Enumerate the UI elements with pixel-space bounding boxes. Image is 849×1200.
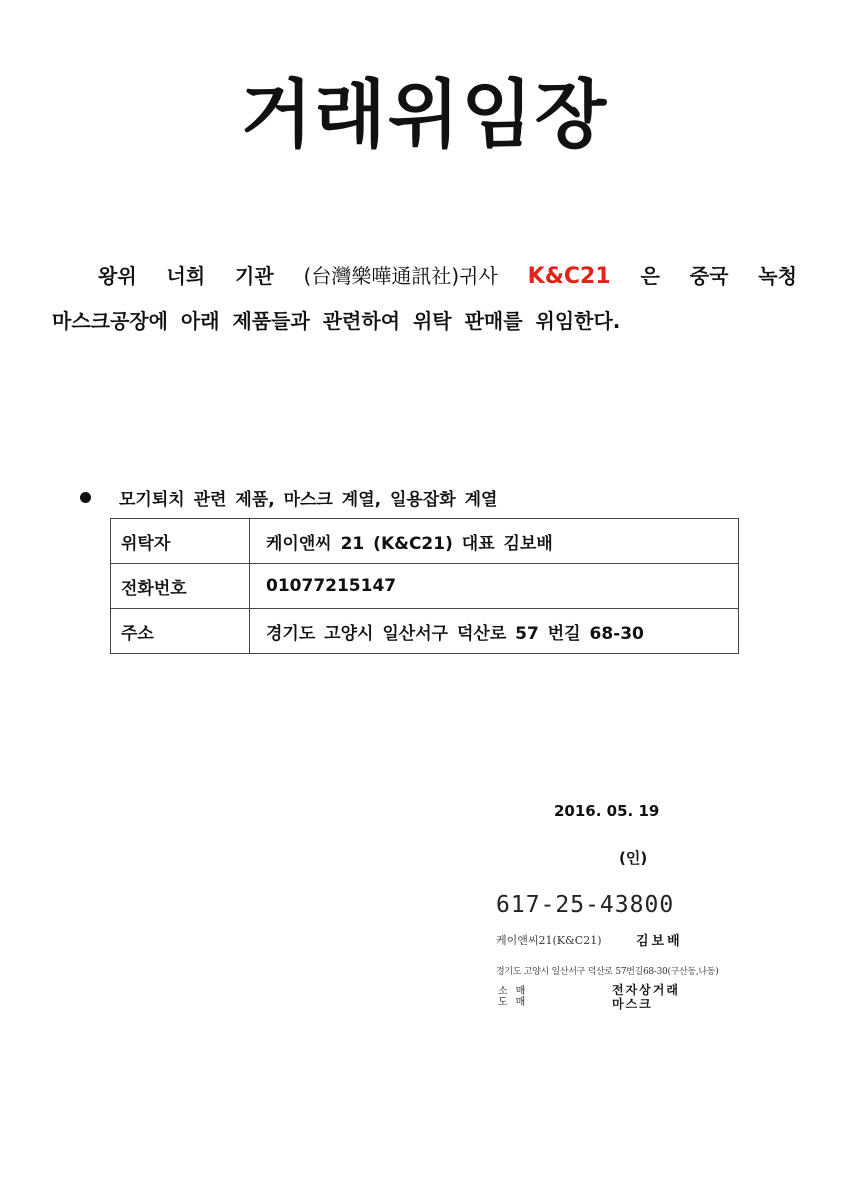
row-label: 주소 bbox=[111, 609, 250, 654]
word: 녹청 bbox=[758, 264, 797, 288]
hanja-org-name: (台灣樂嘩通訊社)귀사 bbox=[303, 264, 498, 288]
registration-number: 617-25-43800 bbox=[496, 892, 675, 918]
stamp-representative: 김보배 bbox=[636, 934, 683, 949]
stamp-address: 경기도 고양시 일산서구 덕산로 57번길68-30(구산동,나동) bbox=[496, 967, 719, 977]
stamp-business-item: 전자상거래 마스크 bbox=[612, 983, 680, 1011]
row-value: 케이앤씨 21 (K&C21) 대표 김보배 bbox=[250, 519, 739, 564]
table-row bbox=[111, 564, 739, 609]
paragraph-line-1 bbox=[52, 263, 797, 292]
word: 왕위 bbox=[98, 264, 137, 288]
row-label: 전화번호 bbox=[111, 564, 250, 609]
document-title: 거래위임장 bbox=[240, 72, 609, 158]
product-bullet bbox=[80, 485, 497, 510]
consignor-info-table bbox=[110, 518, 739, 654]
word: 중국 bbox=[689, 264, 729, 288]
row-label: 위탁자 bbox=[111, 519, 250, 564]
stamp-company: 케이앤씨21(K&C21) bbox=[496, 934, 602, 947]
seal-mark: (인) bbox=[619, 849, 648, 867]
word: 기관 bbox=[235, 264, 274, 288]
stamp-business-type: 소매 도매 bbox=[498, 986, 534, 1008]
word: 은 bbox=[640, 264, 660, 288]
paragraph-line-2: 마스크공장에 아래 제품들과 관련하여 위탁 판매를 위임한다. bbox=[52, 309, 621, 333]
bullet-icon bbox=[80, 492, 91, 503]
company-highlight: K&C21 bbox=[527, 264, 611, 289]
word: 너희 bbox=[166, 264, 206, 288]
row-value: 01077215147 bbox=[250, 564, 739, 609]
table-row bbox=[111, 609, 739, 654]
document-date: 2016. 05. 19 bbox=[554, 802, 660, 820]
row-value: 경기도 고양시 일산서구 덕산로 57 번길 68-30 bbox=[250, 609, 739, 654]
product-categories: 모기퇴치 관련 제품, 마스크 계열, 일용잡화 계열 bbox=[119, 490, 498, 510]
table-row bbox=[111, 519, 739, 564]
business-stamp bbox=[492, 888, 719, 1023]
